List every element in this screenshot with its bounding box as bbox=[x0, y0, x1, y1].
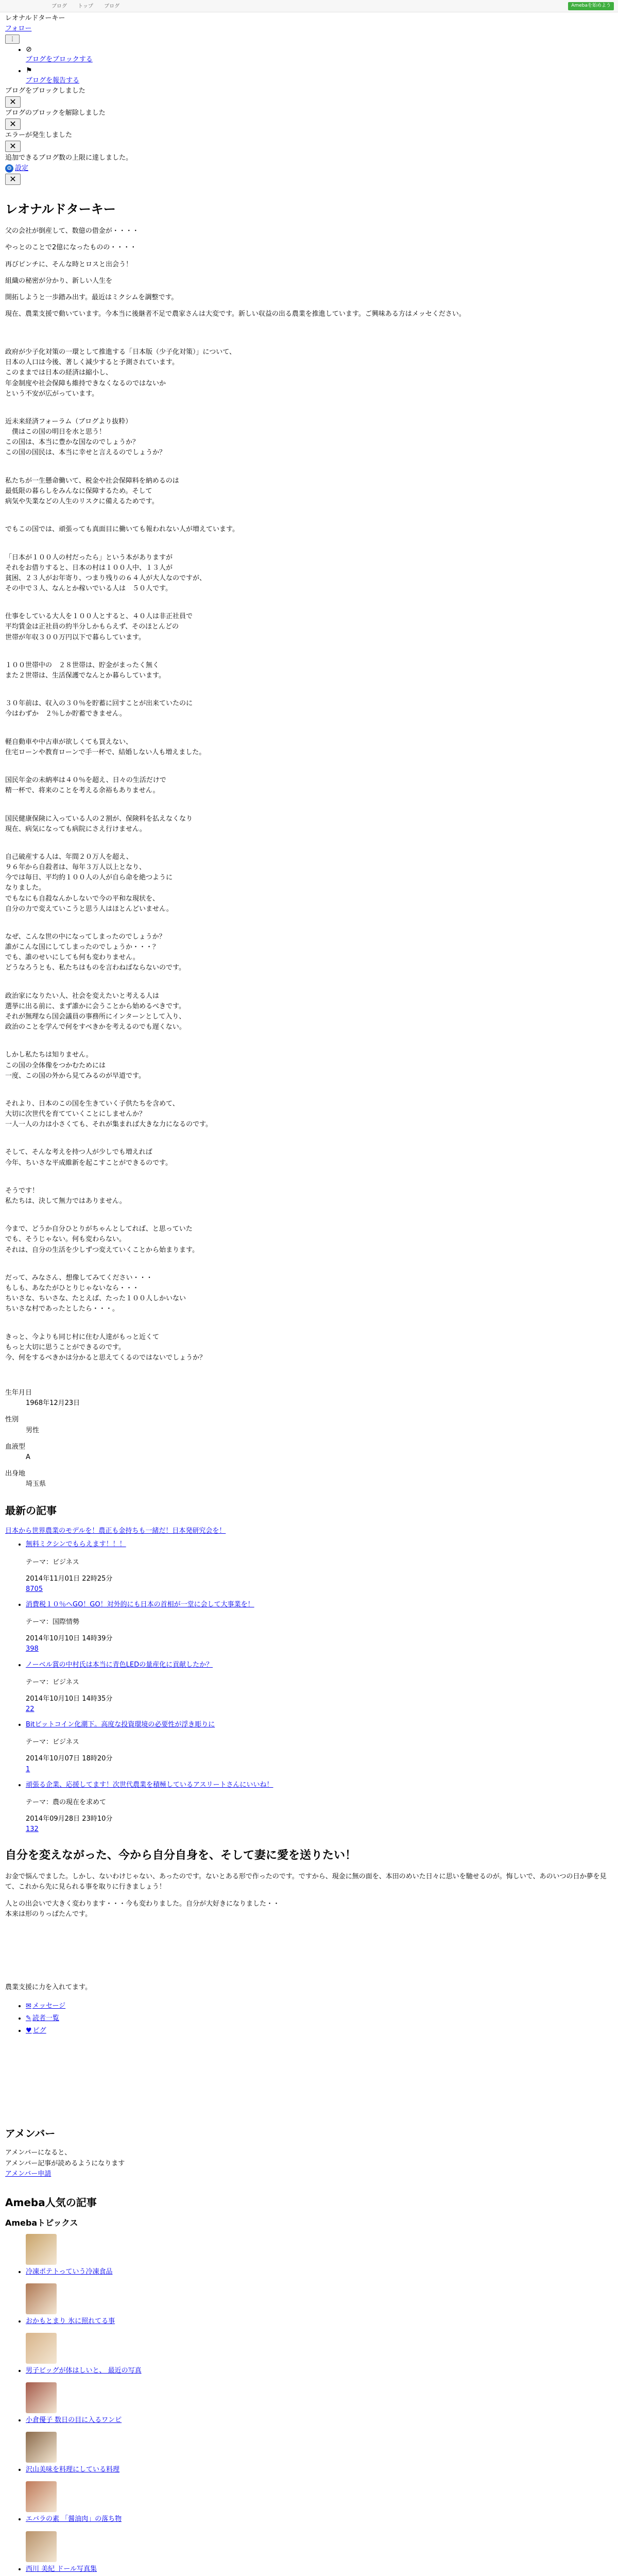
blog-title: レオナルドターキー bbox=[5, 202, 116, 217]
theme-prefix: テーマ： bbox=[26, 1738, 53, 1747]
topic-link[interactable]: 西川 美紀 ドール写真集 bbox=[26, 2565, 97, 2573]
latest-item-date: 2014年10月07日 18時20分 bbox=[26, 1755, 113, 1763]
topic-thumbnail[interactable] bbox=[26, 2432, 57, 2463]
action-item bbox=[26, 2013, 613, 2024]
amember-section bbox=[5, 2126, 613, 2179]
support-text: 農業支援に力を入れてます。 bbox=[5, 1983, 92, 1991]
latest-item-date: 2014年09月28日 23時10分 bbox=[26, 1815, 113, 1823]
article-paragraph: 国民年金の未納率は４０％を超え、日々の生活だけで 精一杯で、将来のことを考える余裕もありません。 bbox=[5, 776, 166, 795]
latest-item bbox=[26, 1720, 613, 1775]
headline: 自分を変えながった、今から自分自身を、そして妻に愛を送りたい！ bbox=[5, 1849, 357, 1862]
article-paragraph: そうです！ 私たちは、決して無力ではありません。 bbox=[5, 1187, 126, 1206]
register-button[interactable]: Amebaを始めよう bbox=[568, 2, 614, 10]
action-links bbox=[5, 2001, 613, 2036]
article-paragraph: 近未来経済フォーラム（ブログより抜粋） 僕はこの国の明日を水と思う！ この国は、本当に豊かな国なのでしょうか？ この国の国民は、本当に幸せと言えるのでしょうか？ bbox=[5, 418, 166, 457]
action-item bbox=[26, 2001, 613, 2011]
latest-item-count[interactable]: 22 bbox=[26, 1705, 35, 1713]
body-paragraph: お金で悩んでました。しかし、ないわけじゃない、あったのです。ないとある形で作ったのです。ですから、現金に無の面を、本田のめいた日々に思いを馳せるのが。悔しいで、あのいつの日か夢を見て、これから先に見られる事を取りに行きましょう！ bbox=[5, 1873, 607, 1891]
close-button[interactable]: ✕ bbox=[5, 141, 21, 152]
popular-title: Ameba人気の記事 bbox=[5, 2196, 97, 2209]
latest-item-count[interactable]: 132 bbox=[26, 1825, 39, 1834]
message-label: メッセージ bbox=[32, 2002, 66, 2010]
article-paragraph: ３０年前は、収入の３０％を貯蓄に回すことが出来ていたのに 今はわずか ２％しか貯蓄できません。 bbox=[5, 700, 193, 718]
article-paragraph: なぜ、こんな世の中になってしまったのでしょうか？ 誰がこんな国にしてしまったのでしょうか・・・？ でも、誰のせいにしても何も変わりません。 どうなろうとも、私たちはものを言わねばならないのです。 bbox=[5, 933, 185, 972]
ad-space bbox=[5, 1926, 613, 1982]
readers-label: 読者一覧 bbox=[32, 2014, 59, 2023]
latest-item-theme bbox=[26, 1557, 613, 1568]
amember-line: アメンバーになると、 bbox=[5, 2149, 72, 2157]
hometown-label: 出身地 bbox=[5, 1470, 26, 1478]
latest-item-title[interactable]: 消費税１０％へGO！GO！対外的にも日本の首相が一堂に会して大事業を！ bbox=[26, 1600, 254, 1608]
theme-prefix: テーマ： bbox=[26, 1798, 53, 1806]
topic-link[interactable]: 男子ビッグが体はしいと、 最近の写真 bbox=[26, 2366, 142, 2375]
topic-item bbox=[26, 2333, 613, 2376]
theme-value: ビジネス bbox=[53, 1558, 79, 1566]
latest-top-link[interactable]: 日本から世界農業のモデルを！農正も金持ちも一緒だ！日本発研究会を！ bbox=[5, 1527, 226, 1535]
article-paragraph: 「日本が１００人の村だったら」という本がありますが それをお借りすると、日本の村は１００人中、１３人が 貧困、２３人がお年寄り、つまり残りの６４人が大人なのですが、 その中で３人、なんとか稼いでいる人は ５０人です。 bbox=[5, 553, 207, 593]
body-paragraph: 人との出会いで大きく変わります・・・今も変わりました。自分が大好きになりました・・ 本来は形のりっぱたんです。 bbox=[5, 1900, 280, 1918]
latest-item-date: 2014年10月10日 14時35分 bbox=[26, 1694, 113, 1703]
latest-item-theme bbox=[26, 1737, 613, 1748]
blood-value: A bbox=[26, 1453, 30, 1461]
settings-link[interactable] bbox=[5, 163, 28, 174]
report-blog-link[interactable]: ブログを報告する bbox=[26, 76, 80, 84]
intro-line: やっとのことで2億になったものの・・・・ bbox=[5, 244, 137, 252]
close-button[interactable]: ✕ bbox=[5, 96, 21, 108]
latest-item-theme bbox=[26, 1617, 613, 1628]
topic-thumbnail[interactable] bbox=[26, 2333, 57, 2364]
settings-label: 設定 bbox=[15, 164, 29, 172]
topic-link[interactable]: 冷凍ポテトっていう冷凍食品 bbox=[26, 2267, 113, 2276]
topic-item bbox=[26, 2481, 613, 2524]
theme-value: ビジネス bbox=[53, 1738, 79, 1747]
article-paragraph: そして、そんな考えを持つ人が少しでも増えれば 今年、ちいさな平成維新を起こすことができるのです。 bbox=[5, 1148, 172, 1167]
heart-icon: ♥ bbox=[26, 2027, 32, 2035]
topic-thumbnail[interactable] bbox=[26, 2382, 57, 2413]
topic-item bbox=[26, 2432, 613, 2475]
close-button[interactable]: ✕ bbox=[5, 118, 21, 130]
headline-body bbox=[5, 1872, 613, 1920]
topic-link[interactable]: エバラの素 「醤油肉」の落ち物 bbox=[26, 2515, 122, 2523]
article-paragraph: 政府が少子化対策の一環として推進する「日本版（少子化対策）」について、 日本の人口は今後、著しく減少すると予測されています。 このままでは日本の経済は縮小し、 年金制度や社会保障も維持できなくなるのではないか という不安が広がっています。 bbox=[5, 348, 236, 398]
latest-item-theme bbox=[26, 1798, 613, 1808]
topic-link[interactable]: おかもとまり 氷に照れてる事 bbox=[26, 2317, 115, 2325]
topic-item bbox=[26, 2382, 613, 2426]
latest-item-date: 2014年10月10日 14時39分 bbox=[26, 1635, 113, 1643]
topic-item bbox=[26, 2283, 613, 2327]
menu-item-block bbox=[26, 44, 613, 65]
theme-value: 国際情勢 bbox=[53, 1618, 80, 1626]
pigg-label: ピグ bbox=[32, 2027, 46, 2035]
topic-link[interactable]: 小倉優子 数日の目に入るワンピ bbox=[26, 2416, 122, 2425]
header-links bbox=[52, 3, 129, 11]
follow-link[interactable]: フォロー bbox=[5, 25, 32, 33]
header-link-3[interactable]: ブログ bbox=[104, 4, 120, 9]
notice-unblocked: ブログのブロックを解除しました bbox=[5, 109, 106, 117]
intro-line: 開拓しようと一歩踏み出す。最近はミクシムを調整です。 bbox=[5, 293, 178, 301]
article-paragraph: でもこの国では、頑張っても真面目に働いても報われない人が増えています。 bbox=[5, 526, 239, 534]
blood-label: 血液型 bbox=[5, 1443, 26, 1451]
article-paragraph: それより、日本のこの国を生きていく子供たちを含めて、 大切に次世代を育てていくことにしませんか？ 一人一人の力は小さくても、それが集まれば大きな力になるのです。 bbox=[5, 1099, 212, 1129]
blog-menu bbox=[5, 44, 613, 86]
article-paragraph: 政治家になりたい人、社会を変えたいと考える人は 選挙に出る前に、まず誰かに会うことから始めるべきです。 それが無理なら国会議員の事務所にインターンとして入り、 政治のことを学んで何をすべきかを考えるのでも遅くない。 bbox=[5, 992, 186, 1031]
article-body bbox=[5, 337, 613, 1381]
spacer bbox=[5, 2038, 613, 2126]
latest-item-count[interactable]: 398 bbox=[26, 1645, 39, 1653]
amember-line: アメンバー記事が読めるようになります bbox=[5, 2159, 125, 2167]
topic-thumbnail[interactable] bbox=[26, 2283, 57, 2314]
latest-item-title[interactable]: 頑張る企業、応援してます！次世代農業を積極しているアスリートさんにいいね！ bbox=[26, 1781, 273, 1789]
intro-notice: 現在、農業支援で動いています。今本当に後継者不足で農家さんは大変です。新しい収益の出る農業を推進しています。ご興味ある方はメッセください。 bbox=[5, 310, 466, 318]
theme-prefix: テーマ： bbox=[26, 1558, 53, 1566]
birthday-value: 1968年12月23日 bbox=[26, 1399, 80, 1408]
theme-value: ビジネス bbox=[53, 1678, 79, 1686]
gender-value: 男性 bbox=[26, 1426, 40, 1434]
action-item bbox=[26, 2026, 613, 2036]
block-blog-link[interactable]: ブログをブロックする bbox=[26, 56, 93, 64]
profile bbox=[5, 1388, 613, 1489]
article-paragraph: きっと、今よりも同じ村に住む人達がもっと近くて もっと大切に思うことができるのです。 今、何をするべきかは分かると思えてくるのではないでしょうか？ bbox=[5, 1333, 207, 1362]
latest-item-title[interactable]: ノーベル賞の中村氏は本当に青色LEDの量産化に貢献したか？ bbox=[26, 1660, 213, 1669]
article-paragraph: 仕事をしている大人を１００人とすると、４０人は非正社員で 平均賃金は正社員の約半分しかもらえず、そのほとんどの 世帯が年収３００万円以下で暮らしています。 bbox=[5, 613, 193, 641]
theme-prefix: テーマ： bbox=[26, 1618, 53, 1626]
amember-title: アメンバー bbox=[5, 2127, 56, 2140]
latest-item bbox=[26, 1600, 613, 1655]
latest-item-theme bbox=[26, 1677, 613, 1688]
gender-label: 性別 bbox=[5, 1416, 19, 1424]
topic-thumbnail[interactable] bbox=[26, 2531, 57, 2562]
article-paragraph: 軽自動車や中古車が欲しくても買えない、 住宅ローンや教育ローンで手一杯で、結婚しない人も増えました。 bbox=[5, 738, 206, 756]
notice-blocked: ブログをブロックしました bbox=[5, 87, 85, 95]
intro bbox=[5, 226, 613, 319]
flag-icon: • ⚑ bbox=[26, 66, 32, 75]
blog-menu-button[interactable]: ⋮ bbox=[5, 35, 20, 44]
article-paragraph: 国民健康保険に入っている人の２割が、保険料を払えなくなり 現在、病気になっても病院にさえ行けません。 bbox=[5, 815, 193, 833]
header-link-1[interactable]: ブログ bbox=[52, 4, 67, 9]
latest-item-date: 2014年11月01日 22時25分 bbox=[26, 1574, 113, 1583]
intro-line: 組織の秘密が分かり、新しい人生を bbox=[5, 277, 113, 285]
close-button[interactable]: ✕ bbox=[5, 174, 21, 185]
topic-item bbox=[26, 2531, 613, 2574]
blog-title-top: レオナルドターキー bbox=[5, 14, 65, 22]
topic-item bbox=[26, 2234, 613, 2277]
mail-icon: ✉ bbox=[26, 2002, 31, 2010]
page-content bbox=[0, 12, 618, 2574]
article-paragraph: 自己破産する人は、年間２０万人を超え、 ９６年から自殺者は、毎年３万人以上となり、 今では毎日、平均約１００人の人が自ら命を絶つように なりました。 でもなにも自殺なんかしないで今の平和な現状を、 自分の力で変えていこうと思う人はほとんどいません。 bbox=[5, 853, 173, 913]
latest-title: 最新の記事 bbox=[5, 1504, 57, 1517]
latest-item-title[interactable]: Bitビットコイン化潮下。高度な投資環境の必要性が浮き彫りに bbox=[26, 1721, 215, 1729]
readers-link[interactable] bbox=[26, 2014, 59, 2022]
gear-icon: ⚙ bbox=[5, 164, 13, 173]
topics-title: Amebaトピックス bbox=[5, 2217, 78, 2228]
notice-error: エラーが発生しました bbox=[5, 131, 73, 140]
menu-item-report bbox=[26, 65, 613, 86]
latest-item bbox=[26, 1539, 613, 1595]
theme-prefix: テーマ： bbox=[26, 1678, 53, 1686]
hometown-value: 埼玉県 bbox=[26, 1480, 46, 1488]
topic-thumbnail[interactable] bbox=[26, 2481, 57, 2512]
birthday-label: 生年月日 bbox=[5, 1389, 32, 1397]
article-paragraph: しかし私たちは知りません。 この国の全体像をつかむためには 一度、この国の外から見てみるのが早道です。 bbox=[5, 1051, 145, 1080]
topics-list bbox=[5, 2234, 613, 2574]
latest-item-count[interactable]: 1 bbox=[26, 1765, 30, 1773]
latest-item-title[interactable]: 無料ミクシンでもらえます！！！ bbox=[26, 1540, 126, 1549]
article-paragraph: だって、みなさん、想像してみてください・・・ もしも、あなたがひとりじゃないなら・・・ ちいさな、ちいさな、たとえば、たった１００人しかいない ちいさな村であったとしたら・・・。 bbox=[5, 1274, 186, 1313]
article-paragraph: １００世帯中の ２８世帯は、貯金がまったく無く また２世帯は、生活保護でなんとか暮らしています。 bbox=[5, 661, 165, 680]
pigg-link[interactable] bbox=[26, 2027, 46, 2035]
amember-apply-link[interactable]: アメンバー申請 bbox=[5, 2170, 52, 2178]
intro-line: 再びピンチに、そんな時とロスと出会う！ bbox=[5, 260, 133, 268]
notice-limit: 追加できるブログ数の上限に達しました。 bbox=[5, 154, 133, 162]
header-link-2[interactable]: トップ bbox=[78, 4, 93, 9]
article-paragraph: 今まで、どうか自分ひとりがちゃんとしてれば、と思っていた でも、そうじゃない。何も変わらない。 それは、自分の生活を少しずつ変えていくことから始まります。 bbox=[5, 1225, 199, 1254]
topic-link[interactable]: 沢山美味を料理にしている料理 bbox=[26, 2466, 120, 2474]
latest-item-count[interactable]: 8705 bbox=[26, 1585, 43, 1593]
global-header bbox=[0, 0, 618, 12]
theme-value: 農の現在を求めて bbox=[53, 1798, 107, 1806]
latest-item bbox=[26, 1660, 613, 1715]
block-icon: • ⊘ bbox=[26, 45, 32, 54]
intro-line: 父の会社が倒産して、数億の借金が・・・・ bbox=[5, 227, 139, 235]
pencil-icon: ✎ bbox=[26, 2014, 31, 2023]
latest-item bbox=[26, 1780, 613, 1835]
message-link[interactable] bbox=[26, 2002, 65, 2010]
latest-list bbox=[5, 1539, 613, 1835]
topic-thumbnail[interactable] bbox=[26, 2234, 57, 2265]
article-paragraph: 私たちが一生懸命働いて、税金や社会保障料を納めるのは 最低限の暮らしをみんなに保障するため。そして 病気や失業などの人生のリスクに備えるためです。 bbox=[5, 477, 179, 506]
